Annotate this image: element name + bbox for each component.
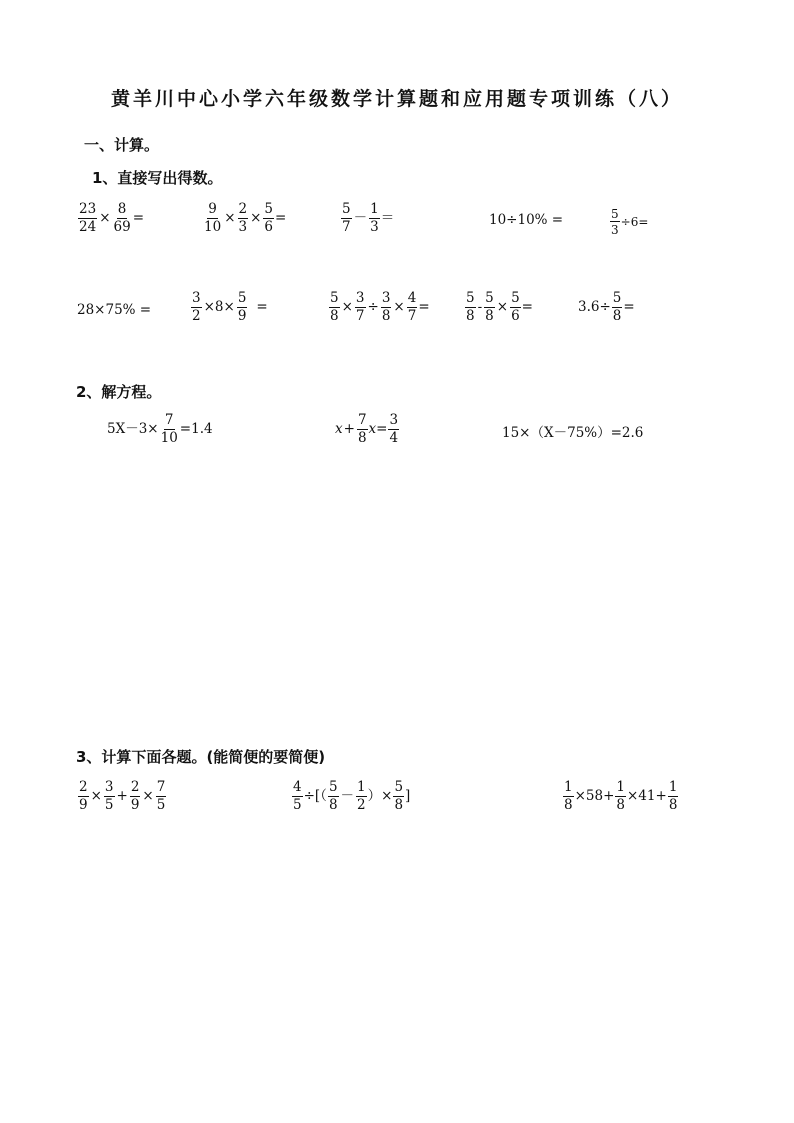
numerator: 9 <box>208 201 217 217</box>
denominator: 8 <box>381 307 391 324</box>
operator: ÷ <box>367 298 379 315</box>
exercise-1-3 <box>340 203 394 234</box>
expression-text: ×58+ <box>574 787 615 804</box>
denominator: 8 <box>394 796 404 813</box>
operator: × <box>496 298 509 315</box>
fraction <box>328 781 339 812</box>
operator: × <box>90 787 102 804</box>
equation-3 <box>502 427 643 441</box>
fraction <box>356 781 367 812</box>
numerator: 5 <box>485 290 494 306</box>
fraction <box>104 781 115 812</box>
expression-text: =1.4 <box>179 420 213 437</box>
fraction <box>393 781 404 812</box>
variable: x <box>368 420 377 437</box>
numerator: 1 <box>668 779 678 795</box>
numerator: 4 <box>407 290 417 306</box>
numerator: 5 <box>264 201 273 217</box>
denominator: 8 <box>357 429 367 446</box>
denominator: 5 <box>156 796 166 813</box>
denominator: 8 <box>328 796 338 813</box>
equals: = <box>132 209 144 226</box>
operator: × <box>341 298 353 315</box>
denominator: 7 <box>407 307 417 324</box>
operator: + <box>116 787 128 804</box>
equals: = <box>275 209 287 226</box>
denominator: 6 <box>264 218 273 235</box>
denominator: 8 <box>668 796 678 813</box>
equals: = <box>256 298 268 315</box>
operator: × <box>393 298 405 315</box>
denominator: 8 <box>616 796 625 813</box>
expression-text: ÷6= <box>620 215 649 229</box>
operator: × <box>250 209 262 226</box>
fraction <box>113 203 132 234</box>
denominator: 8 <box>564 796 573 813</box>
numerator: 5 <box>342 201 351 217</box>
numerator: 3 <box>381 290 391 306</box>
denominator: 9 <box>237 307 247 324</box>
fraction <box>357 414 368 445</box>
denominator: 3 <box>238 218 248 235</box>
fraction <box>292 781 303 812</box>
numerator: 5 <box>511 290 520 306</box>
numerator: 7 <box>156 779 166 795</box>
denominator: 7 <box>355 307 365 324</box>
exercise-1-4 <box>489 214 563 228</box>
expression-text: ÷[（ <box>303 787 327 804</box>
fraction <box>238 203 249 234</box>
denominator: 10 <box>204 218 222 235</box>
numerator: 8 <box>117 201 127 217</box>
fraction <box>156 781 167 812</box>
fraction <box>381 292 392 323</box>
exercise-2-2 <box>190 292 268 323</box>
section-heading-calc: 一、计算。 <box>84 136 160 154</box>
fraction <box>388 414 399 445</box>
numerator: 3 <box>355 290 365 306</box>
fraction <box>612 292 623 323</box>
denominator: 8 <box>466 307 475 324</box>
denominator: 7 <box>342 218 351 235</box>
fraction <box>78 781 89 812</box>
numerator: 1 <box>616 779 625 795</box>
calc-3-2 <box>291 781 410 812</box>
denominator: 69 <box>113 218 131 235</box>
denominator: 2 <box>192 307 201 324</box>
expression-text: ）× <box>367 787 393 804</box>
numerator: 1 <box>357 779 366 795</box>
denominator: 8 <box>485 307 494 324</box>
equals: = <box>376 420 388 437</box>
operator: － <box>353 209 368 226</box>
operator: － <box>340 787 355 804</box>
fraction <box>263 203 274 234</box>
numerator: 7 <box>357 412 367 428</box>
numerator: 7 <box>164 412 174 428</box>
numerator: 2 <box>130 779 140 795</box>
fraction <box>563 781 574 812</box>
numerator: 23 <box>79 201 97 217</box>
fraction <box>237 292 248 323</box>
calc-3-1 <box>77 781 167 812</box>
equals: = <box>521 298 533 315</box>
expression-text: 3.6÷ <box>578 298 611 315</box>
exercise-1-5 <box>609 208 648 236</box>
numerator: 4 <box>293 779 302 795</box>
fraction <box>191 292 202 323</box>
denominator: 3 <box>611 223 619 237</box>
exercise-2-5 <box>578 292 635 323</box>
denominator: 8 <box>330 307 339 324</box>
fraction <box>610 208 620 236</box>
denominator: 24 <box>79 218 97 235</box>
equals: = <box>623 298 635 315</box>
fraction <box>407 292 418 323</box>
part3-heading: 3、计算下面各题。(能简便的要简便) <box>76 748 326 766</box>
fraction <box>341 203 352 234</box>
numerator: 5 <box>611 207 619 221</box>
expression-text: ×41+ <box>627 787 667 804</box>
operator: × <box>99 209 111 226</box>
exercise-1-2 <box>202 203 286 234</box>
numerator: 5 <box>394 779 404 795</box>
denominator: 5 <box>293 796 302 813</box>
expression-text: ] <box>405 787 411 804</box>
numerator: 2 <box>79 779 88 795</box>
numerator: 3 <box>389 412 399 428</box>
fraction <box>130 781 141 812</box>
exercise-1-1 <box>77 203 144 234</box>
fraction <box>78 203 97 234</box>
expression-text: 28×75% = <box>77 302 152 318</box>
expression-text: 10÷10% = <box>489 212 564 228</box>
fraction <box>369 203 380 234</box>
fraction <box>484 292 495 323</box>
numerator: 1 <box>370 201 379 217</box>
fraction <box>160 414 179 445</box>
numerator: 5 <box>612 290 622 306</box>
denominator: 9 <box>79 796 88 813</box>
operator: ×8× <box>203 298 235 315</box>
equation-2 <box>335 414 400 445</box>
page-title: 黄羊川中心小学六年级数学计算题和应用题专项训练（八） <box>110 88 683 110</box>
operator: + <box>343 420 355 437</box>
denominator: 10 <box>160 429 178 446</box>
calc-3-3 <box>562 781 679 812</box>
operator: × <box>142 787 154 804</box>
exercise-2-4 <box>464 292 533 323</box>
fraction <box>465 292 476 323</box>
numerator: 3 <box>104 779 114 795</box>
fraction <box>510 292 521 323</box>
exercise-2-1 <box>77 304 151 318</box>
operator: - <box>477 298 483 315</box>
numerator: 5 <box>328 779 338 795</box>
numerator: 5 <box>466 290 475 306</box>
fraction <box>203 203 222 234</box>
part1-heading: 1、直接写出得数。 <box>92 169 223 187</box>
exercise-2-3 <box>328 292 430 323</box>
denominator: 6 <box>511 307 520 324</box>
numerator: 3 <box>192 290 201 306</box>
numerator: 5 <box>330 290 339 306</box>
expression-text: 15×（X－75%）=2.6 <box>502 425 644 441</box>
numerator: 5 <box>237 290 247 306</box>
fraction <box>615 781 626 812</box>
equation-1 <box>107 414 213 445</box>
denominator: 5 <box>104 796 114 813</box>
denominator: 8 <box>612 307 622 324</box>
fraction <box>329 292 340 323</box>
denominator: 2 <box>357 796 366 813</box>
numerator: 2 <box>238 201 248 217</box>
expression-text: 5X－3× <box>107 420 159 437</box>
operator: × <box>224 209 236 226</box>
equals: ＝ <box>380 209 395 226</box>
variable: x <box>335 420 343 437</box>
denominator: 9 <box>130 796 140 813</box>
numerator: 1 <box>564 779 573 795</box>
equals: = <box>418 298 430 315</box>
part2-heading: 2、解方程。 <box>76 383 162 401</box>
denominator: 3 <box>370 218 379 235</box>
fraction <box>355 292 366 323</box>
denominator: 4 <box>389 429 399 446</box>
fraction <box>668 781 679 812</box>
